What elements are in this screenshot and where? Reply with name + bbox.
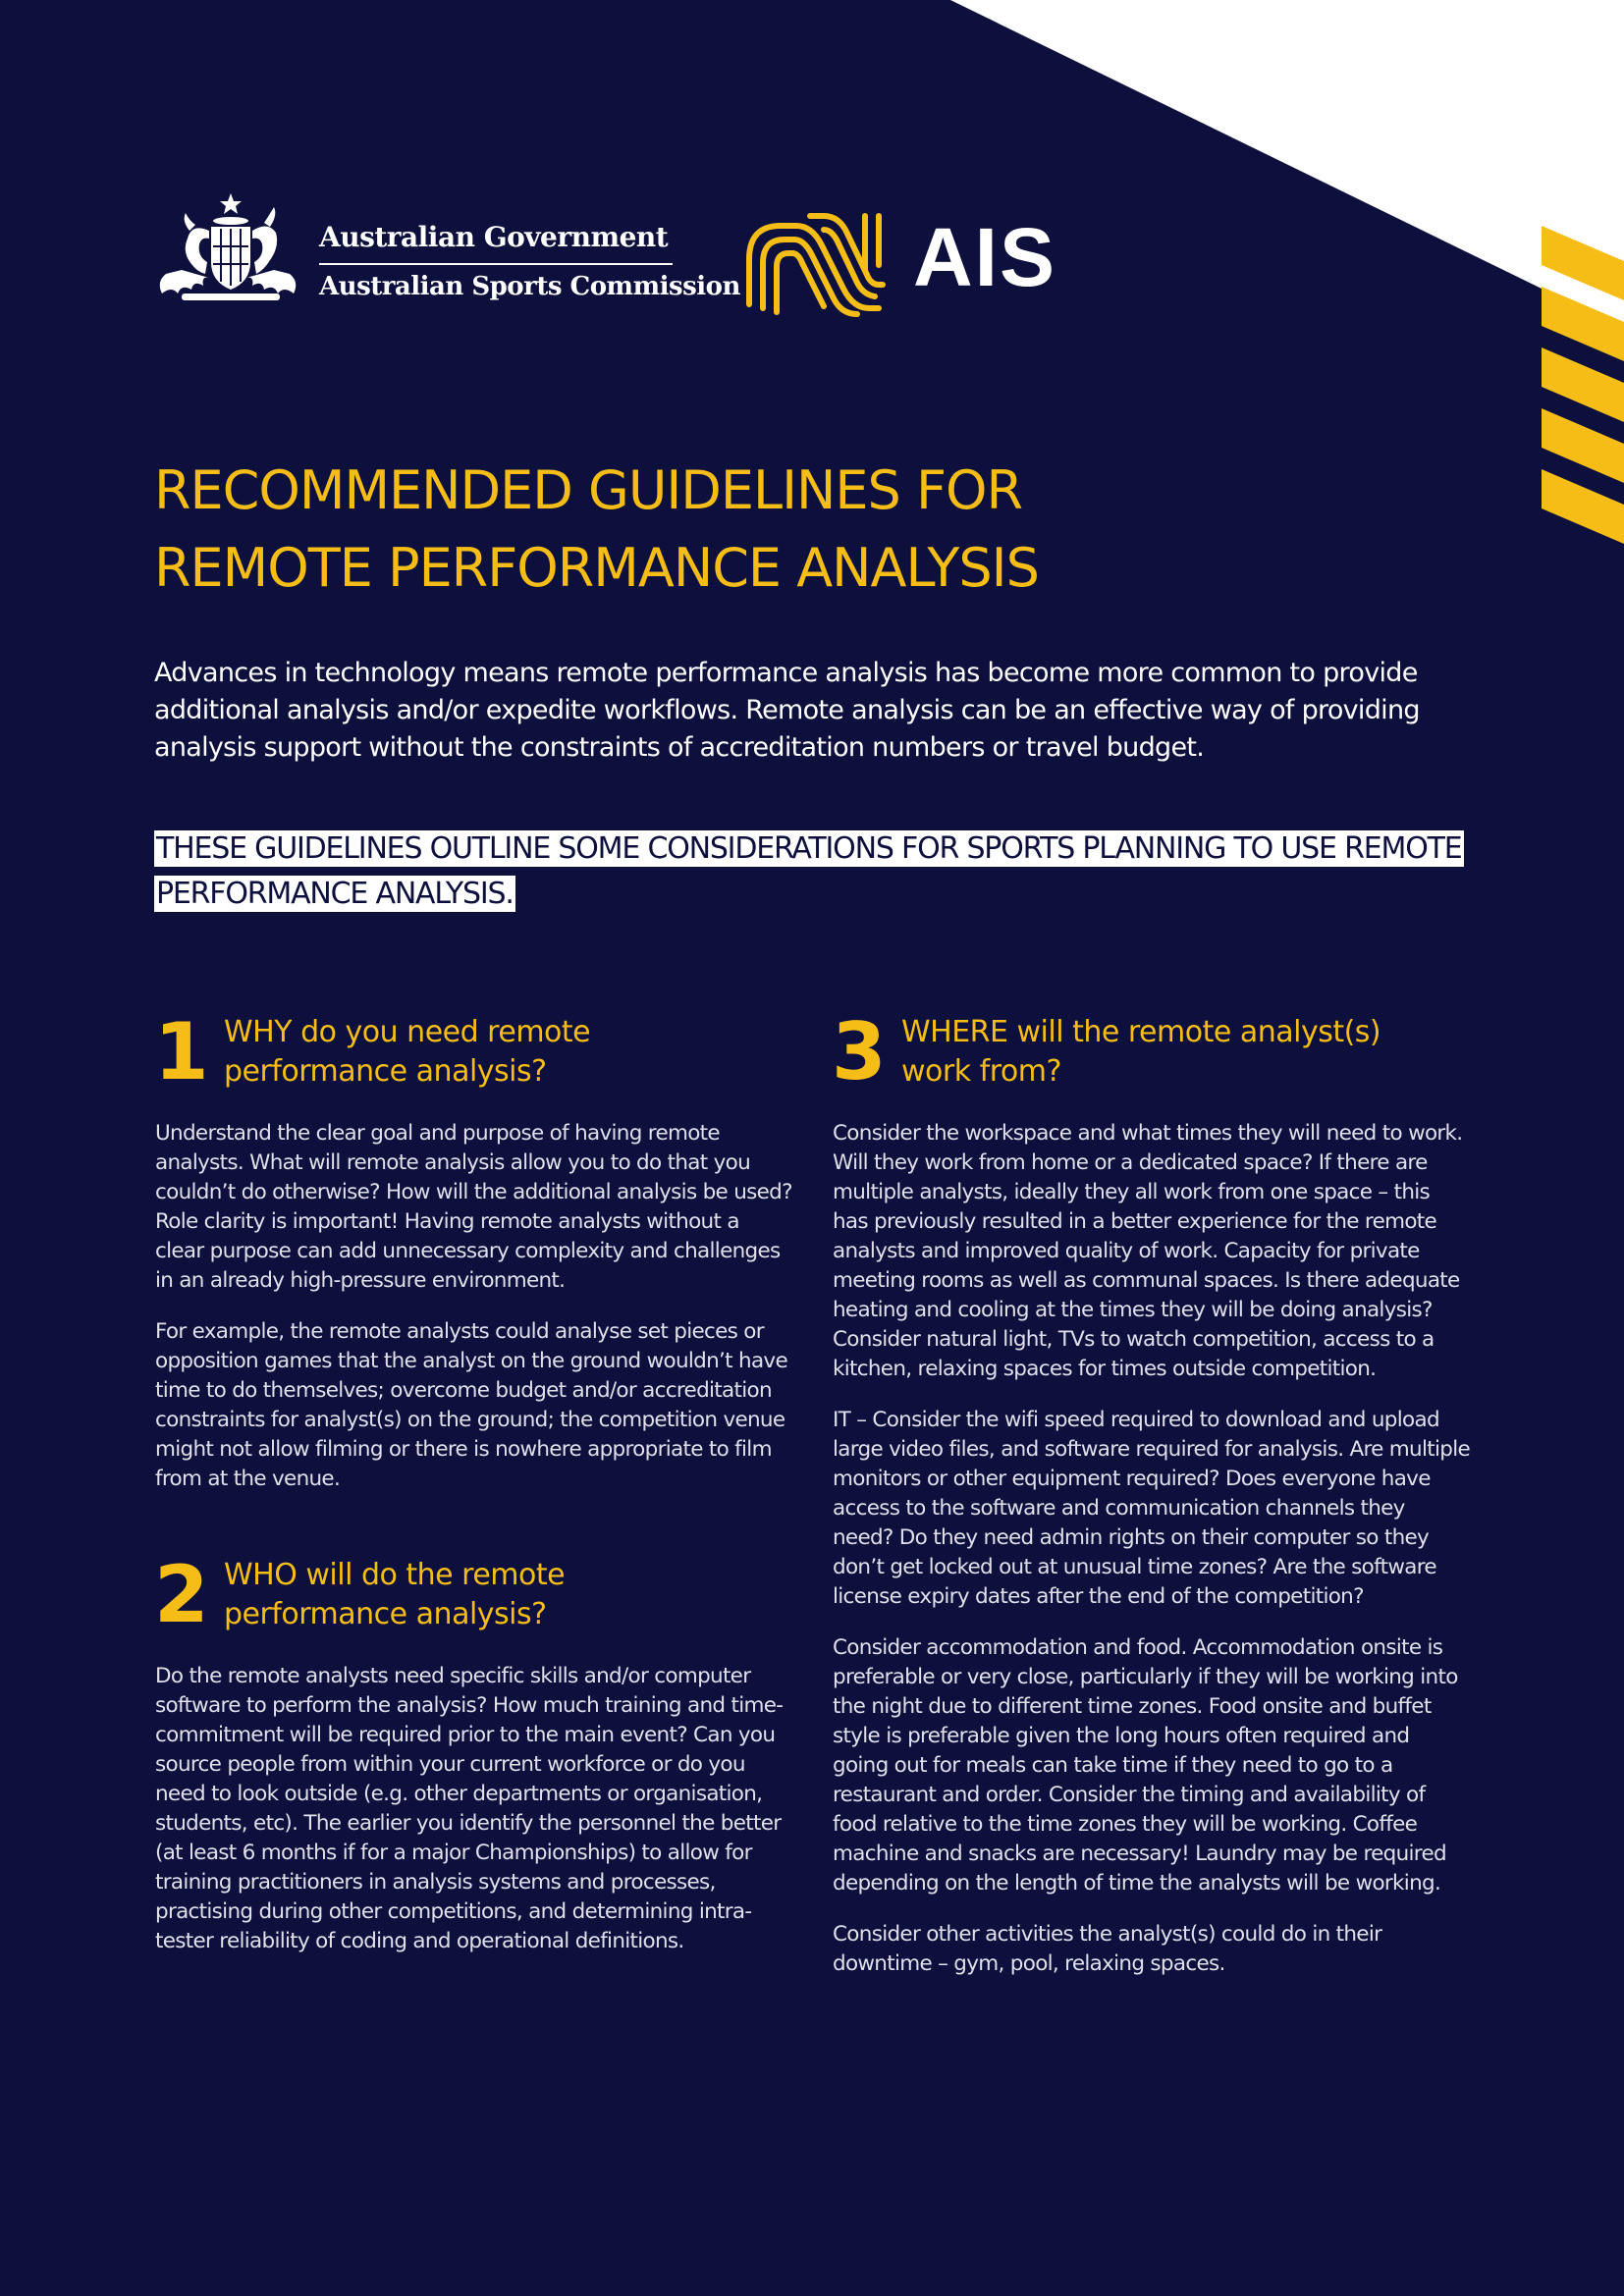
section-paragraph: Consider accommodation and food. Accommodation onsite is preferable or very close, particularly if they will be working into the night due to different time zones. Food onsite and buffet style is preferable given the long hours often required and going out for meals can take time if they need to go to a restaurant and order. Consider the timing and availability of food relative to the time zones they will be working. Coffee machine and snacks are necessary! Laundry may be required depending on the length of time the analysts will be working. — [833, 1635, 1458, 1896]
section-paragraph: Do the remote analysts need specific skills and/or computer software to perform the analysis? How much training and time-commitment will be required prior to the main event? Can you source people from within your current workforce or do you need to look outside (e.g. other departments or organisation, students, etc). The earlier you identify the personnel the better (at least 6 months if for a major Championships) to allow for training practitioners in analysis systems and processes, practising during other competitions, and determining intra-tester reliability of coding and operational definitions. — [155, 1664, 784, 1953]
section-where — [832, 1006, 1480, 2093]
section-paragraph: Understand the clear goal and purpose of having remote analysts. What will remote analysis allow you to do that you couldn’t do otherwise? How will the additional analysis be used? Role clarity is important! Having remote analysts without a clear purpose can add unnecessary complexity and challenges in an already high-pressure environment. — [155, 1121, 792, 1293]
intro-paragraph: Advances in technology means remote performance analysis has become more common to provide additional analysis and/or expedite workflows. Remote analysis can be an effective way of providing analysis support without the constraints of accreditation numbers or travel budget. — [154, 658, 1420, 763]
ais-wordmark: AIS — [913, 211, 1057, 303]
section-who — [154, 1549, 802, 1998]
section-body — [155, 1662, 793, 1978]
title-line-2: REMOTE PERFORMANCE ANALYSIS — [154, 537, 1039, 599]
section-paragraph: Consider the workspace and what times they will need to work. Will they work from home or a dedicated space? If there are multiple analysts, ideally they all work from one space – this has previously resulted in a better experience for the remote analysts and improved quality of work. Capacity for private meeting rooms as well as communal spaces. Is there adequate heating and cooling at the times they will be doing analysis? Consider natural light, TVs to watch competition, access to a kitchen, relaxing spaces for times outside competition. — [833, 1121, 1463, 1381]
section-heading: WHY do you need remote performance analysis? — [224, 1015, 591, 1089]
title-line-1: RECOMMENDED GUIDELINES FOR — [154, 459, 1023, 521]
gov-logo-divider — [319, 263, 673, 265]
section-body — [155, 1119, 793, 1516]
highlight-text: THESE GUIDELINES OUTLINE SOME CONSIDERATIONS FOR SPORTS PLANNING TO USE REMOTE PERFORMANCE ANALYSIS. — [156, 831, 1462, 911]
highlight-statement — [154, 827, 1470, 917]
ais-logo — [741, 206, 1065, 319]
section-number: 3 — [832, 1006, 887, 1097]
section-number: 1 — [154, 1006, 209, 1097]
section-paragraph: IT – Consider the wifi speed required to download and upload large video files, and software required for analysis. Are multiple monitors or other equipment required? Does everyone have access to the software and communication channels they need? Do they need admin rights on their computer so they don’t get locked out at unusual time zones? Are the software license expiry dates after the end of the competition? — [833, 1408, 1471, 1609]
gov-name-line1: Australian Government — [319, 221, 669, 253]
coat-of-arms-icon — [152, 191, 298, 307]
section-heading: WHO will do the remote performance analysis? — [224, 1558, 566, 1631]
section-why — [154, 1006, 802, 1523]
section-body — [833, 1119, 1471, 2001]
page-title — [154, 452, 1039, 607]
australian-government-logo — [152, 191, 740, 319]
section-heading: WHERE will the remote analyst(s) work from? — [901, 1015, 1381, 1089]
section-number: 2 — [154, 1549, 209, 1640]
gov-name-line2: Australian Sports Commission — [319, 272, 740, 301]
ais-logo-mark-icon — [741, 206, 889, 319]
section-paragraph: Consider other activities the analyst(s) could do in their downtime – gym, pool, relaxing spaces. — [833, 1922, 1382, 1976]
section-paragraph: For example, the remote analysts could analyse set pieces or opposition games that the analyst on the ground wouldn’t have time to do themselves; overcome budget and/or accreditation constraints for analyst(s) on the ground; the competition venue might not allow filming or there is nowhere appropriate to film from at the venue. — [155, 1319, 787, 1491]
